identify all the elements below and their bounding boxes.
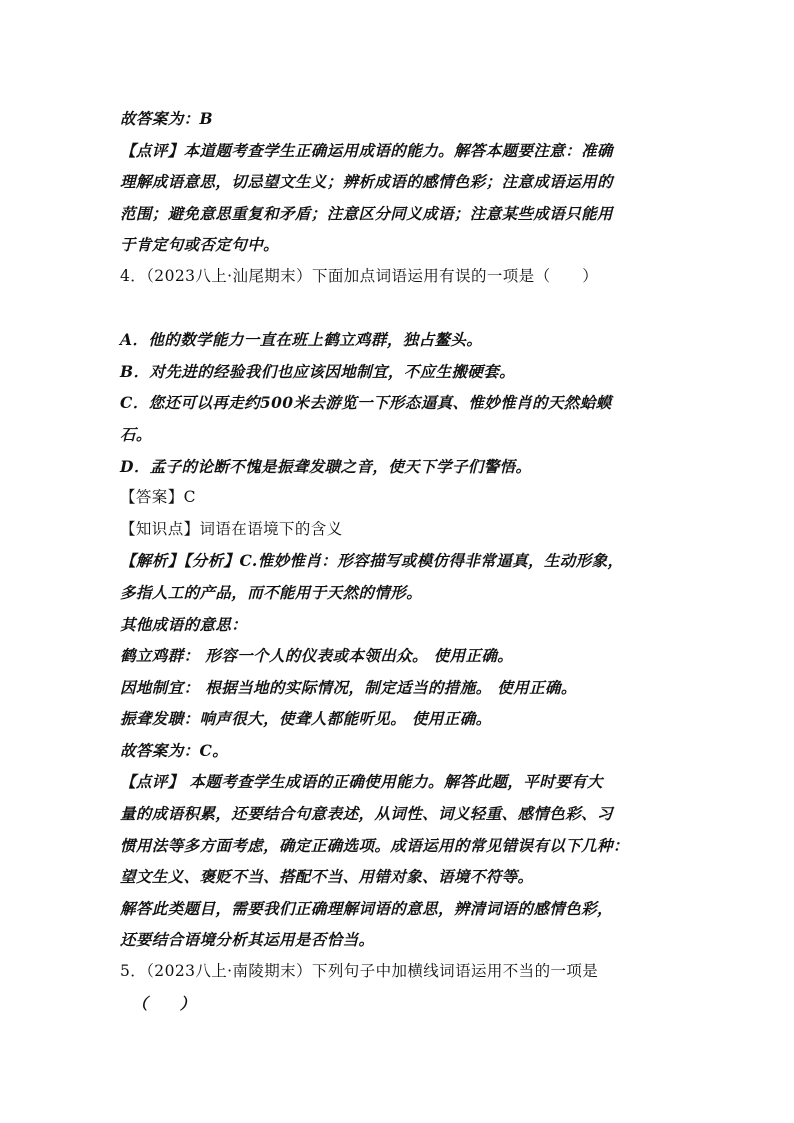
analysis-line: 【解析】【分析】C.惟妙惟肖：形容描写或模仿得非常逼真，生动形象， — [120, 551, 624, 571]
comment-line: 量的成语积累，还要结合句意表述，从词性、词义轻重、感情色彩、习 — [120, 804, 613, 824]
answer-line: 故答案为：C。 — [120, 740, 229, 760]
option-d: D．孟子的论断不愧是振聋发聩之音，使天下学子们警悟。 — [120, 456, 532, 476]
comment-line: 解答此类题目，需要我们正确理解词语的意思，辨清词语的感情色彩， — [120, 898, 613, 918]
analysis-line: 多指人工的产品，而不能用于天然的情形。 — [120, 582, 423, 602]
comment-line: 于肯定句或否定句中。 — [120, 235, 280, 255]
option-a: A．他的数学能力一直在班上鹤立鸡群，独占鳌头。 — [120, 330, 483, 350]
question-5-stem: 5．（2023八上·南陵期末）下列句子中加横线词语运用不当的一项是 — [120, 962, 599, 981]
answer-line: 故答案为：B — [120, 109, 214, 128]
comment-line: 范围；避免意思重复和矛盾；注意区分同义成语；注意某些成语只能用 — [120, 203, 613, 223]
analysis-line: 其他成语的意思： — [120, 614, 248, 634]
spacer — [120, 293, 680, 325]
idiom-meaning: 鹤立鸡群： 形容一个人的仪表或本领出众。 使用正确。 — [120, 646, 514, 666]
comment-line: 【点评】本道题考查学生正确运用成语的能力。解答本题要注意：准确 — [120, 140, 613, 160]
comment-line: 还要结合语境分析其运用是否恰当。 — [120, 930, 375, 950]
knowledge-point: 【知识点】词语在语境下的含义 — [120, 519, 343, 538]
option-b: B．对先进的经验我们也应该因地制宜，不应生搬硬套。 — [120, 361, 516, 381]
idiom-meaning: 振聋发聩：响声很大，使聋人都能听见。 使用正确。 — [120, 709, 492, 729]
answer-label: 【答案】C — [120, 488, 196, 507]
comment-line: 惯用法等多方面考虑，确定正确选项。成语运用的常见错误有以下几种： — [120, 835, 629, 855]
question-4-stem: 4．（2023八上·汕尾期末）下面加点词语运用有误的一项是（ ） — [120, 266, 599, 285]
question-5-blank: （ ） — [132, 993, 196, 1013]
option-c: C．您还可以再走约500米去游览一下形态逼真、惟妙惟肖的天然蛤蟆 — [120, 393, 612, 413]
comment-line: 【点评】 本题考查学生成语的正确使用能力。解答此题，平时要有大 — [120, 772, 603, 792]
comment-line: 理解成语意思，切忌望文生义；辨析成语的感情色彩；注意成语运用的 — [120, 172, 613, 192]
option-c-continued: 石。 — [120, 424, 152, 444]
idiom-meaning: 因地制宜： 根据当地的实际情况，制定适当的措施。 使用正确。 — [120, 677, 577, 697]
comment-line: 望文生义、褒贬不当、搭配不当、用错对象、语境不符等。 — [120, 867, 534, 887]
document-body — [120, 103, 680, 1019]
